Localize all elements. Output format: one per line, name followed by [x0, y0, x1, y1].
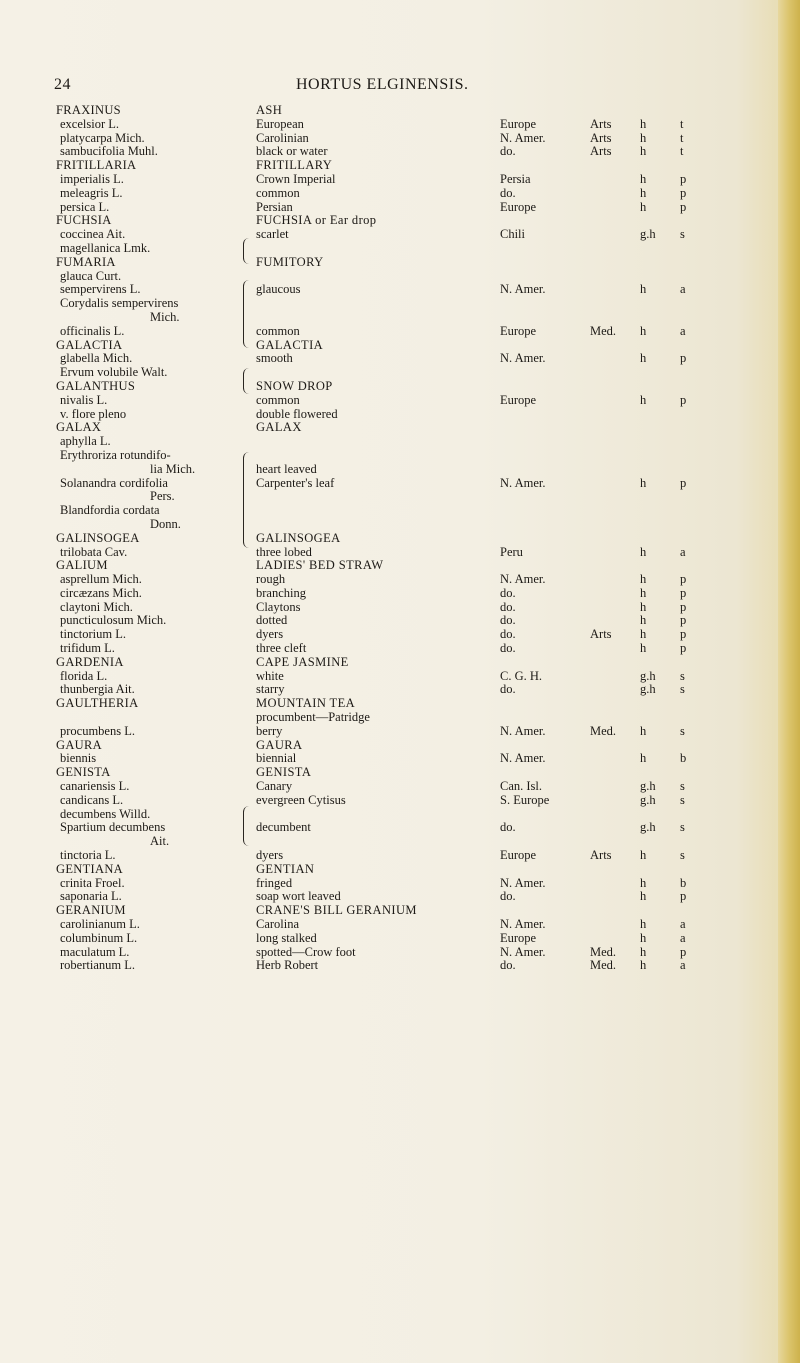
- genus-row: [0, 656, 800, 670]
- english-name: Carpenter's leaf: [256, 475, 335, 490]
- english-name: dotted: [256, 613, 288, 628]
- genus-row: [0, 159, 800, 173]
- english-name: soap wort leaved: [256, 889, 341, 904]
- brace: [243, 806, 250, 846]
- native-country: N. Amer.: [500, 130, 546, 145]
- species-row: [0, 366, 800, 380]
- native-country: Europe: [500, 848, 537, 863]
- english-name: double flowered: [256, 406, 338, 421]
- latin-name: aphylla L.: [60, 434, 111, 449]
- english-name: dyers: [256, 627, 284, 642]
- duration-code: p: [680, 627, 687, 642]
- duration-code: a: [680, 930, 686, 945]
- native-country: do.: [500, 889, 516, 904]
- habit-code: h: [640, 572, 647, 587]
- english-name: Herb Robert: [256, 958, 319, 973]
- species-row: [0, 780, 800, 794]
- latin-name: GENISTA: [56, 765, 111, 780]
- latin-name: GALAX: [56, 420, 102, 435]
- english-name: GALAX: [256, 420, 302, 435]
- native-country: Persia: [500, 171, 531, 186]
- habit-code: h: [640, 144, 647, 159]
- english-name: common: [256, 185, 300, 200]
- genus-row: [0, 697, 800, 711]
- latin-name: nivalis L.: [60, 392, 108, 407]
- habit-code: h: [640, 171, 647, 186]
- genus-row: [0, 904, 800, 918]
- use-label: Arts: [590, 848, 612, 863]
- native-country: do.: [500, 820, 516, 835]
- habit-code: h: [640, 585, 647, 600]
- habit-code: g.h: [640, 682, 656, 697]
- english-name: long stalked: [256, 930, 317, 945]
- english-name: Persian: [256, 199, 293, 214]
- english-name: biennial: [256, 751, 297, 766]
- habit-code: h: [640, 930, 647, 945]
- habit-code: h: [640, 958, 647, 973]
- latin-name: procumbens L.: [60, 723, 135, 738]
- english-name: GALINSOGEA: [256, 530, 341, 545]
- english-name: CAPE JASMINE: [256, 654, 349, 669]
- english-name: GALACTIA: [256, 337, 324, 352]
- native-country: N. Amer.: [500, 944, 546, 959]
- english-name: procumbent—Patridge: [256, 710, 370, 725]
- page-number: 24: [54, 76, 71, 93]
- species-row: [0, 311, 800, 325]
- habit-code: h: [640, 848, 647, 863]
- habit-code: h: [640, 889, 647, 904]
- species-row: [0, 118, 800, 132]
- latin-name: magellanica Lmk.: [60, 240, 151, 255]
- species-row: [0, 642, 800, 656]
- species-row: [0, 408, 800, 422]
- habit-code: h: [640, 282, 647, 297]
- english-name: evergreen Cytisus: [256, 792, 346, 807]
- native-country: Europe: [500, 323, 537, 338]
- english-name: LADIES' BED STRAW: [256, 558, 384, 573]
- latin-name: robertianum L.: [60, 958, 135, 973]
- species-row: [0, 808, 800, 822]
- genus-row: [0, 559, 800, 573]
- english-name: European: [256, 116, 304, 131]
- latin-name: lia Mich.: [150, 461, 196, 476]
- latin-name: asprellum Mich.: [60, 572, 142, 587]
- latin-name: tinctoria L.: [60, 848, 116, 863]
- english-name: branching: [256, 585, 306, 600]
- native-country: Europe: [500, 392, 537, 407]
- habit-code: h: [640, 641, 647, 656]
- english-name: FUCHSIA or Ear drop: [256, 213, 377, 228]
- english-name: white: [256, 668, 284, 683]
- species-row: [0, 670, 800, 684]
- habit-code: g.h: [640, 779, 656, 794]
- latin-name: Pers.: [150, 489, 175, 504]
- species-row: [0, 587, 800, 601]
- habit-code: h: [640, 613, 647, 628]
- english-name: spotted—Crow foot: [256, 944, 356, 959]
- species-row: [0, 173, 800, 187]
- use-label: Med.: [590, 723, 617, 738]
- english-name: fringed: [256, 875, 293, 890]
- latin-name: coccinea Ait.: [60, 227, 126, 242]
- native-country: Can. Isl.: [500, 779, 543, 794]
- english-name: FUMITORY: [256, 254, 324, 269]
- habit-code: h: [640, 723, 647, 738]
- species-row: [0, 228, 800, 242]
- genus-row: [0, 339, 800, 353]
- species-row: [0, 959, 800, 973]
- duration-code: p: [680, 185, 687, 200]
- english-name: berry: [256, 723, 283, 738]
- use-label: Arts: [590, 116, 612, 131]
- duration-code: s: [680, 848, 685, 863]
- latin-name: Blandfordia cordata: [60, 503, 160, 518]
- habit-code: h: [640, 751, 647, 766]
- species-row: [0, 297, 800, 311]
- duration-code: s: [680, 723, 685, 738]
- duration-code: a: [680, 544, 686, 559]
- english-name: decumbent: [256, 820, 311, 835]
- use-label: Med.: [590, 944, 617, 959]
- english-name: three lobed: [256, 544, 312, 559]
- species-row: [0, 877, 800, 891]
- native-country: N. Amer.: [500, 351, 546, 366]
- native-country: do.: [500, 585, 516, 600]
- latin-name: circæzans Mich.: [60, 585, 142, 600]
- latin-name: biennis: [60, 751, 97, 766]
- latin-name: meleagris L.: [60, 185, 123, 200]
- english-name: GENISTA: [256, 765, 312, 780]
- duration-code: a: [680, 958, 686, 973]
- native-country: C. G. H.: [500, 668, 543, 683]
- latin-name: officinalis L.: [60, 323, 125, 338]
- english-name: GAURA: [256, 737, 303, 752]
- species-row: [0, 573, 800, 587]
- latin-name: GALANTHUS: [56, 378, 136, 393]
- species-row: [0, 325, 800, 339]
- english-name: CRANE'S BILL GERANIUM: [256, 903, 417, 918]
- latin-name: Solanandra cordifolia: [60, 475, 168, 490]
- latin-name: FRAXINUS: [56, 103, 121, 117]
- species-row: [0, 794, 800, 808]
- native-country: N. Amer.: [500, 723, 546, 738]
- latin-name: tinctorium L.: [60, 627, 126, 642]
- habit-code: h: [640, 944, 647, 959]
- latin-name: GAULTHERIA: [56, 696, 139, 711]
- species-row: [0, 242, 800, 256]
- native-country: N. Amer.: [500, 282, 546, 297]
- duration-code: p: [680, 944, 687, 959]
- english-name: Carolina: [256, 917, 300, 932]
- latin-name: GERANIUM: [56, 903, 126, 918]
- species-row: [0, 449, 800, 463]
- species-row: [0, 490, 800, 504]
- english-name: FRITILLARY: [256, 158, 333, 173]
- genus-row: [0, 766, 800, 780]
- habit-code: h: [640, 323, 647, 338]
- duration-code: p: [680, 641, 687, 656]
- native-country: N. Amer.: [500, 917, 546, 932]
- species-row: [0, 890, 800, 904]
- species-row: [0, 132, 800, 146]
- page-header: [0, 76, 800, 100]
- duration-code: s: [680, 227, 685, 242]
- duration-code: s: [680, 682, 685, 697]
- latin-name: Donn.: [150, 516, 181, 531]
- latin-name: saponaria L.: [60, 889, 122, 904]
- latin-name: excelsior L.: [60, 116, 120, 131]
- native-country: do.: [500, 682, 516, 697]
- habit-code: h: [640, 199, 647, 214]
- latin-name: columbinum L.: [60, 930, 138, 945]
- species-row: [0, 270, 800, 284]
- species-row: [0, 463, 800, 477]
- latin-name: puncticulosum Mich.: [60, 613, 167, 628]
- english-name: smooth: [256, 351, 293, 366]
- latin-name: imperialis L.: [60, 171, 124, 186]
- latin-name: GALIUM: [56, 558, 108, 573]
- brace: [243, 452, 250, 548]
- habit-code: h: [640, 627, 647, 642]
- native-country: do.: [500, 958, 516, 973]
- english-name: Claytons: [256, 599, 301, 614]
- species-row: [0, 145, 800, 159]
- english-name: three cleft: [256, 641, 307, 656]
- english-name: heart leaved: [256, 461, 317, 476]
- duration-code: p: [680, 199, 687, 214]
- habit-code: h: [640, 351, 647, 366]
- duration-code: p: [680, 392, 687, 407]
- native-country: do.: [500, 627, 516, 642]
- native-country: Europe: [500, 930, 537, 945]
- latin-name: candicans L.: [60, 792, 124, 807]
- use-label: Arts: [590, 130, 612, 145]
- english-name: GENTIAN: [256, 861, 315, 876]
- catalogue-table: [0, 104, 800, 973]
- latin-name: thunbergia Ait.: [60, 682, 135, 697]
- latin-name: v. flore pleno: [60, 406, 127, 421]
- latin-name: Mich.: [150, 309, 180, 324]
- latin-name: glabella Mich.: [60, 351, 133, 366]
- native-country: do.: [500, 613, 516, 628]
- english-name: MOUNTAIN TEA: [256, 696, 356, 711]
- duration-code: b: [680, 751, 687, 766]
- habit-code: h: [640, 475, 647, 490]
- habit-code: h: [640, 875, 647, 890]
- use-label: Arts: [590, 627, 612, 642]
- species-row: [0, 283, 800, 297]
- habit-code: h: [640, 917, 647, 932]
- duration-code: s: [680, 820, 685, 835]
- species-row: [0, 614, 800, 628]
- genus-row: [0, 421, 800, 435]
- species-row: [0, 849, 800, 863]
- latin-name: sambucifolia Muhl.: [60, 144, 158, 159]
- latin-name: platycarpa Mich.: [60, 130, 145, 145]
- english-name: common: [256, 323, 300, 338]
- use-label: Med.: [590, 958, 617, 973]
- latin-name: Ervum volubile Walt.: [60, 365, 168, 380]
- native-country: N. Amer.: [500, 875, 546, 890]
- brace: [243, 238, 250, 264]
- duration-code: s: [680, 779, 685, 794]
- species-row: [0, 187, 800, 201]
- latin-name: GARDENIA: [56, 654, 124, 669]
- habit-code: g.h: [640, 227, 656, 242]
- native-country: Peru: [500, 544, 523, 559]
- duration-code: s: [680, 792, 685, 807]
- native-country: Europe: [500, 116, 537, 131]
- species-row: [0, 201, 800, 215]
- latin-name: glauca Curt.: [60, 268, 122, 283]
- use-label: Med.: [590, 323, 617, 338]
- species-row: [0, 946, 800, 960]
- latin-name: decumbens Willd.: [60, 806, 151, 821]
- latin-name: persica L.: [60, 199, 110, 214]
- latin-name: canariensis L.: [60, 779, 130, 794]
- native-country: Chili: [500, 227, 526, 242]
- native-country: do.: [500, 599, 516, 614]
- species-row: [0, 504, 800, 518]
- duration-code: t: [680, 144, 684, 159]
- native-country: Europe: [500, 199, 537, 214]
- english-name: Crown Imperial: [256, 171, 336, 186]
- english-name: starry: [256, 682, 285, 697]
- english-name: Canary: [256, 779, 293, 794]
- latin-name: claytoni Mich.: [60, 599, 133, 614]
- habit-code: h: [640, 544, 647, 559]
- species-row: [0, 435, 800, 449]
- genus-row: [0, 214, 800, 228]
- habit-code: g.h: [640, 792, 656, 807]
- latin-name: GALINSOGEA: [56, 530, 140, 545]
- genus-row: [0, 863, 800, 877]
- latin-name: Erythroriza rotundifo-: [60, 447, 171, 462]
- english-name: dyers: [256, 848, 284, 863]
- species-row: [0, 918, 800, 932]
- genus-row: [0, 104, 800, 118]
- native-country: N. Amer.: [500, 751, 546, 766]
- duration-code: a: [680, 282, 686, 297]
- habit-code: h: [640, 116, 647, 131]
- genus-row: [0, 532, 800, 546]
- use-label: Arts: [590, 144, 612, 159]
- english-name: SNOW DROP: [256, 378, 333, 393]
- latin-name: GALACTIA: [56, 337, 123, 352]
- latin-name: crinita Froel.: [60, 875, 125, 890]
- genus-row: [0, 380, 800, 394]
- native-country: N. Amer.: [500, 572, 546, 587]
- duration-code: a: [680, 917, 686, 932]
- native-country: do.: [500, 144, 516, 159]
- native-country: S. Europe: [500, 792, 550, 807]
- english-name: scarlet: [256, 227, 289, 242]
- species-row: [0, 835, 800, 849]
- duration-code: p: [680, 613, 687, 628]
- duration-code: t: [680, 130, 684, 145]
- latin-name: Spartium decumbens: [60, 820, 166, 835]
- english-name: common: [256, 392, 300, 407]
- english-name: black or water: [256, 144, 328, 159]
- latin-name: sempervirens L.: [60, 282, 141, 297]
- duration-code: p: [680, 171, 687, 186]
- brace: [243, 280, 250, 348]
- habit-code: h: [640, 185, 647, 200]
- duration-code: p: [680, 572, 687, 587]
- duration-code: s: [680, 668, 685, 683]
- habit-code: g.h: [640, 668, 656, 683]
- latin-name: Ait.: [150, 834, 170, 849]
- english-name: ASH: [256, 103, 283, 117]
- species-row: [0, 725, 800, 739]
- latin-name: trilobata Cav.: [60, 544, 128, 559]
- duration-code: p: [680, 475, 687, 490]
- species-row: [0, 477, 800, 491]
- latin-name: GENTIANA: [56, 861, 123, 876]
- english-name: rough: [256, 572, 286, 587]
- native-country: N. Amer.: [500, 475, 546, 490]
- species-row: [0, 394, 800, 408]
- duration-code: a: [680, 323, 686, 338]
- species-row: [0, 518, 800, 532]
- brace: [243, 368, 250, 394]
- species-row: [0, 628, 800, 642]
- genus-row: [0, 256, 800, 270]
- duration-code: p: [680, 889, 687, 904]
- habit-code: h: [640, 392, 647, 407]
- species-row: [0, 752, 800, 766]
- duration-code: p: [680, 351, 687, 366]
- duration-code: b: [680, 875, 687, 890]
- latin-name: GAURA: [56, 737, 102, 752]
- english-name: Carolinian: [256, 130, 309, 145]
- habit-code: g.h: [640, 820, 656, 835]
- native-country: do.: [500, 185, 516, 200]
- latin-name: FUMARIA: [56, 254, 116, 269]
- genus-row: [0, 739, 800, 753]
- duration-code: p: [680, 599, 687, 614]
- species-row: [0, 546, 800, 560]
- latin-name: Corydalis sempervirens: [60, 296, 179, 311]
- species-row: [0, 352, 800, 366]
- latin-name: florida L.: [60, 668, 108, 683]
- latin-name: FRITILLARIA: [56, 158, 137, 173]
- latin-name: trifidum L.: [60, 641, 115, 656]
- english-name: glaucous: [256, 282, 301, 297]
- native-country: do.: [500, 641, 516, 656]
- habit-code: h: [640, 599, 647, 614]
- duration-code: p: [680, 585, 687, 600]
- species-row: [0, 932, 800, 946]
- species-row: [0, 711, 800, 725]
- latin-name: carolinianum L.: [60, 917, 140, 932]
- species-row: [0, 601, 800, 615]
- species-row: [0, 683, 800, 697]
- duration-code: t: [680, 116, 684, 131]
- latin-name: FUCHSIA: [56, 213, 112, 228]
- running-title: HORTUS ELGINENSIS.: [296, 76, 469, 93]
- species-row: [0, 821, 800, 835]
- latin-name: maculatum L.: [60, 944, 130, 959]
- habit-code: h: [640, 130, 647, 145]
